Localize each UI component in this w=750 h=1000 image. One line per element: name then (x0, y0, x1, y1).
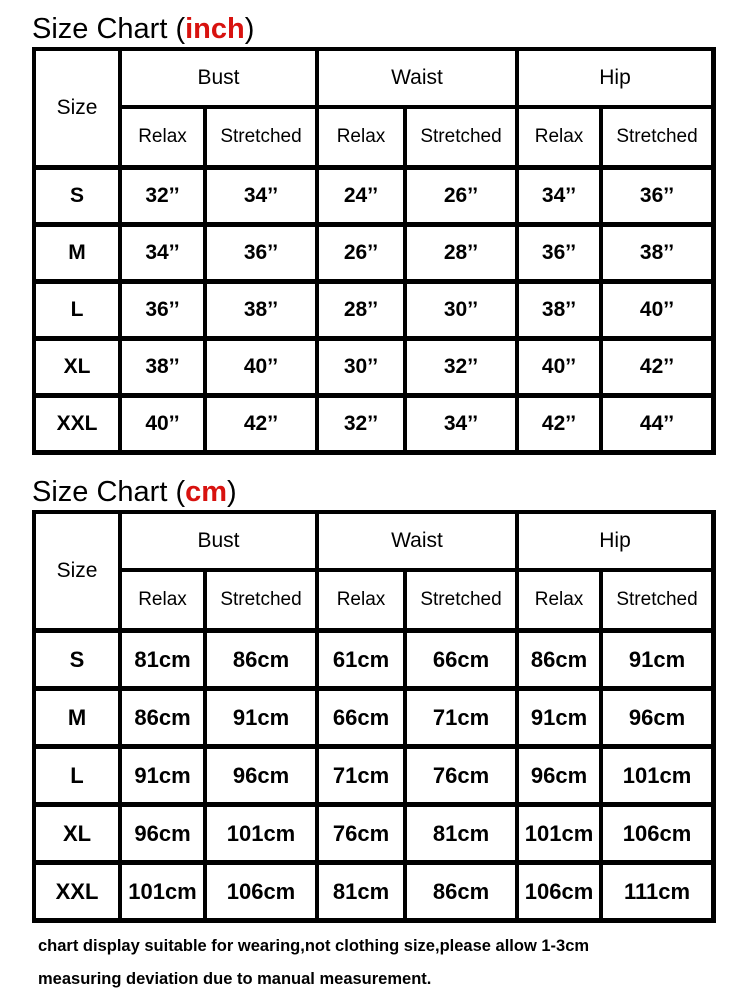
subheader-hip-stretched: Stretched (601, 570, 713, 630)
table-row (35, 688, 713, 746)
value-cell: 34’’ (205, 167, 317, 224)
value-cell: 106cm (205, 862, 317, 920)
cm-size-table (32, 510, 716, 923)
value-cell: 32’’ (405, 338, 517, 395)
subheader-row (35, 570, 713, 630)
inch-size-table (32, 47, 716, 455)
table-row (35, 281, 713, 338)
subheader-waist-stretched: Stretched (405, 107, 517, 167)
size-cell: L (35, 746, 120, 804)
value-cell: 38’’ (205, 281, 317, 338)
table-row (35, 804, 713, 862)
value-cell: 38’’ (601, 224, 713, 281)
title-prefix: Size Chart ( (32, 476, 186, 508)
value-cell: 91cm (517, 688, 601, 746)
size-cell: S (35, 630, 120, 688)
group-header-bust: Bust (120, 50, 317, 107)
size-column-header: Size (35, 513, 120, 630)
value-cell: 26’’ (405, 167, 517, 224)
table-row (35, 167, 713, 224)
value-cell: 66cm (405, 630, 517, 688)
subheader-waist-stretched: Stretched (405, 570, 517, 630)
value-cell: 96cm (120, 804, 205, 862)
subheader-waist-relax: Relax (317, 107, 405, 167)
value-cell: 91cm (601, 630, 713, 688)
group-header-waist: Waist (317, 513, 517, 570)
value-cell: 42’’ (205, 395, 317, 452)
value-cell: 30’’ (405, 281, 517, 338)
size-cell: M (35, 224, 120, 281)
value-cell: 91cm (120, 746, 205, 804)
value-cell: 40’’ (120, 395, 205, 452)
value-cell: 91cm (205, 688, 317, 746)
value-cell: 86cm (405, 862, 517, 920)
value-cell: 61cm (317, 630, 405, 688)
value-cell: 38’’ (517, 281, 601, 338)
value-cell: 34’’ (405, 395, 517, 452)
value-cell: 76cm (405, 746, 517, 804)
value-cell: 101cm (517, 804, 601, 862)
title-suffix: ) (244, 13, 255, 45)
value-cell: 101cm (205, 804, 317, 862)
table-row (35, 224, 713, 281)
group-header-row (35, 513, 713, 570)
value-cell: 44’’ (601, 395, 713, 452)
value-cell: 96cm (517, 746, 601, 804)
value-cell: 24’’ (317, 167, 405, 224)
value-cell: 32’’ (120, 167, 205, 224)
inch-chart-title (32, 13, 254, 45)
value-cell: 71cm (405, 688, 517, 746)
value-cell: 36’’ (601, 167, 713, 224)
group-header-row (35, 50, 713, 107)
size-cell: S (35, 167, 120, 224)
subheader-hip-relax: Relax (517, 107, 601, 167)
value-cell: 38’’ (120, 338, 205, 395)
value-cell: 71cm (317, 746, 405, 804)
cm-chart-title (32, 476, 237, 508)
subheader-hip-stretched: Stretched (601, 107, 713, 167)
value-cell: 40’’ (517, 338, 601, 395)
value-cell: 111cm (601, 862, 713, 920)
measurement-note (38, 930, 718, 996)
table-row (35, 395, 713, 452)
subheader-bust-relax: Relax (120, 570, 205, 630)
value-cell: 106cm (517, 862, 601, 920)
value-cell: 34’’ (517, 167, 601, 224)
size-cell: XL (35, 338, 120, 395)
value-cell: 40’’ (205, 338, 317, 395)
value-cell: 26’’ (317, 224, 405, 281)
size-cell: XXL (35, 395, 120, 452)
value-cell: 101cm (601, 746, 713, 804)
table-row (35, 338, 713, 395)
value-cell: 28’’ (317, 281, 405, 338)
unit-label: cm (185, 476, 228, 508)
subheader-bust-stretched: Stretched (205, 570, 317, 630)
table-row (35, 862, 713, 920)
subheader-bust-stretched: Stretched (205, 107, 317, 167)
value-cell: 42’’ (517, 395, 601, 452)
value-cell: 28’’ (405, 224, 517, 281)
value-cell: 76cm (317, 804, 405, 862)
value-cell: 86cm (120, 688, 205, 746)
table-row (35, 630, 713, 688)
value-cell: 36’’ (120, 281, 205, 338)
subheader-waist-relax: Relax (317, 570, 405, 630)
size-cell: XL (35, 804, 120, 862)
group-header-bust: Bust (120, 513, 317, 570)
value-cell: 30’’ (317, 338, 405, 395)
subheader-bust-relax: Relax (120, 107, 205, 167)
size-cell: M (35, 688, 120, 746)
value-cell: 40’’ (601, 281, 713, 338)
value-cell: 106cm (601, 804, 713, 862)
size-cell: L (35, 281, 120, 338)
group-header-hip: Hip (517, 50, 713, 107)
subheader-row (35, 107, 713, 167)
group-header-hip: Hip (517, 513, 713, 570)
value-cell: 34’’ (120, 224, 205, 281)
value-cell: 86cm (517, 630, 601, 688)
value-cell: 36’’ (517, 224, 601, 281)
subheader-hip-relax: Relax (517, 570, 601, 630)
value-cell: 66cm (317, 688, 405, 746)
note-line-2: measuring deviation due to manual measurement. (38, 970, 432, 988)
value-cell: 32’’ (317, 395, 405, 452)
table-row (35, 746, 713, 804)
group-header-waist: Waist (317, 50, 517, 107)
value-cell: 96cm (601, 688, 713, 746)
value-cell: 86cm (205, 630, 317, 688)
value-cell: 81cm (120, 630, 205, 688)
value-cell: 101cm (120, 862, 205, 920)
size-cell: XXL (35, 862, 120, 920)
value-cell: 42’’ (601, 338, 713, 395)
title-prefix: Size Chart ( (32, 13, 186, 45)
value-cell: 36’’ (205, 224, 317, 281)
title-suffix: ) (227, 476, 237, 508)
value-cell: 96cm (205, 746, 317, 804)
value-cell: 81cm (317, 862, 405, 920)
size-column-header: Size (35, 50, 120, 167)
value-cell: 81cm (405, 804, 517, 862)
unit-label: inch (185, 13, 245, 45)
note-line-1: chart display suitable for wearing,not clothing size,please allow 1-3cm (38, 937, 590, 955)
